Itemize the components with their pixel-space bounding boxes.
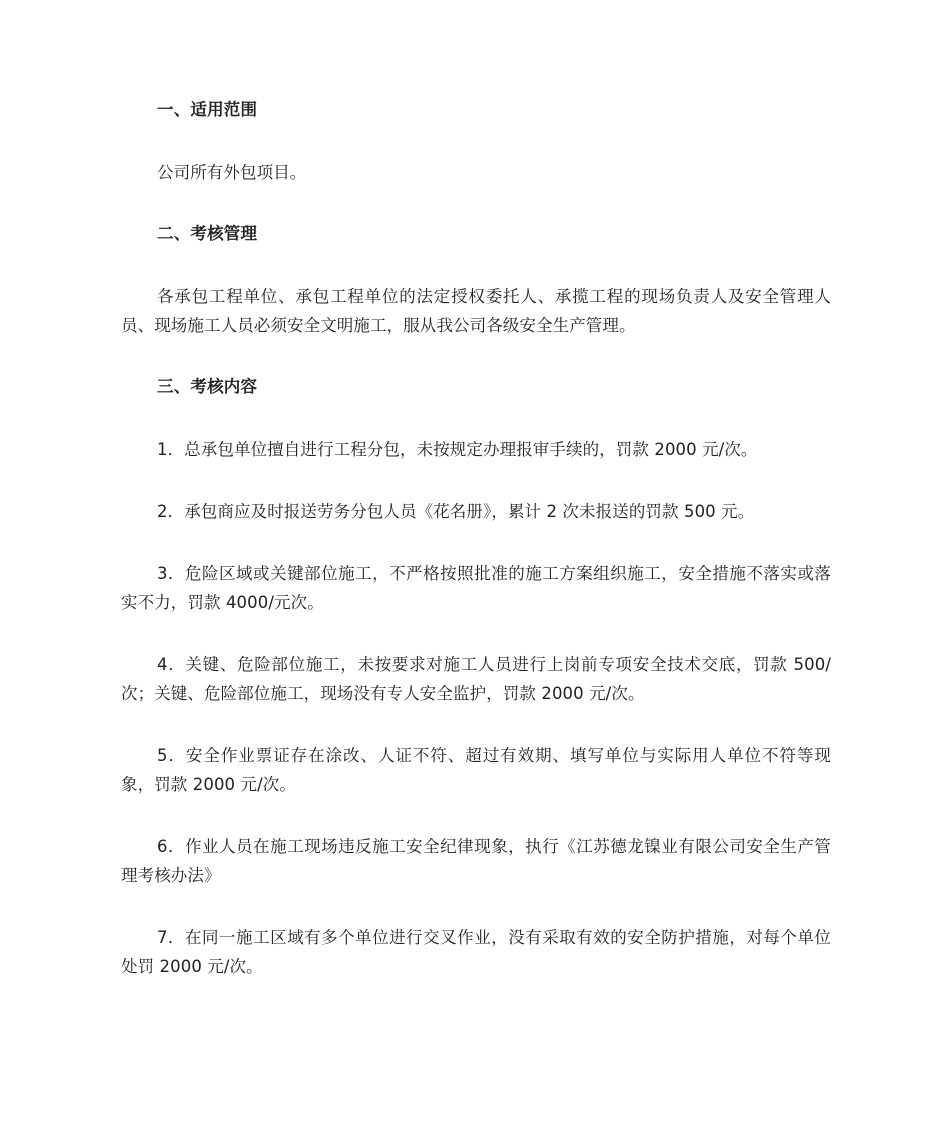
list-item-6: 6．作业人员在施工现场违反施工安全纪律现象，执行《江苏德龙镍业有限公司安全生产管理考核办法》 (121, 837, 831, 885)
list-item-7: 7．在同一施工区域有多个单位进行交叉作业，没有采取有效的安全防护措施，对每个单位处罚 2000 元/次。 (121, 928, 831, 976)
document-body (121, 96, 831, 1014)
list-item-1: 1．总承包单位擅自进行工程分包，未按规定办理报审手续的，罚款 2000 元/次。 (157, 440, 758, 459)
paragraph-scope: 公司所有外包项目。 (157, 163, 307, 182)
section-heading-content: 三、考核内容 (157, 377, 258, 396)
paragraph-management: 各承包工程单位、承包工程单位的法定授权委托人、承揽工程的现场负责人及安全管理人员、现场施工人员必须安全文明施工，服从我公司各级安全生产管理。 (121, 287, 831, 335)
list-item-5: 5．安全作业票证存在涂改、人证不符、超过有效期、填写单位与实际用人单位不符等现象，罚款 2000 元/次。 (121, 746, 831, 794)
list-item-2: 2．承包商应及时报送劳务分包人员《花名册》，累计 2 次未报送的罚款 500 元。 (157, 502, 755, 521)
list-item-4: 4．关键、危险部位施工，未按要求对施工人员进行上岗前专项安全技术交底，罚款 500/次；关键、危险部位施工，现场没有专人安全监护，罚款 2000 元/次。 (121, 655, 831, 703)
section-heading-scope: 一、适用范围 (157, 100, 258, 119)
section-heading-management: 二、考核管理 (157, 224, 258, 243)
list-item-3: 3．危险区域或关键部位施工，不严格按照批准的施工方案组织施工，安全措施不落实或落实不力，罚款 4000/元次。 (121, 564, 831, 612)
